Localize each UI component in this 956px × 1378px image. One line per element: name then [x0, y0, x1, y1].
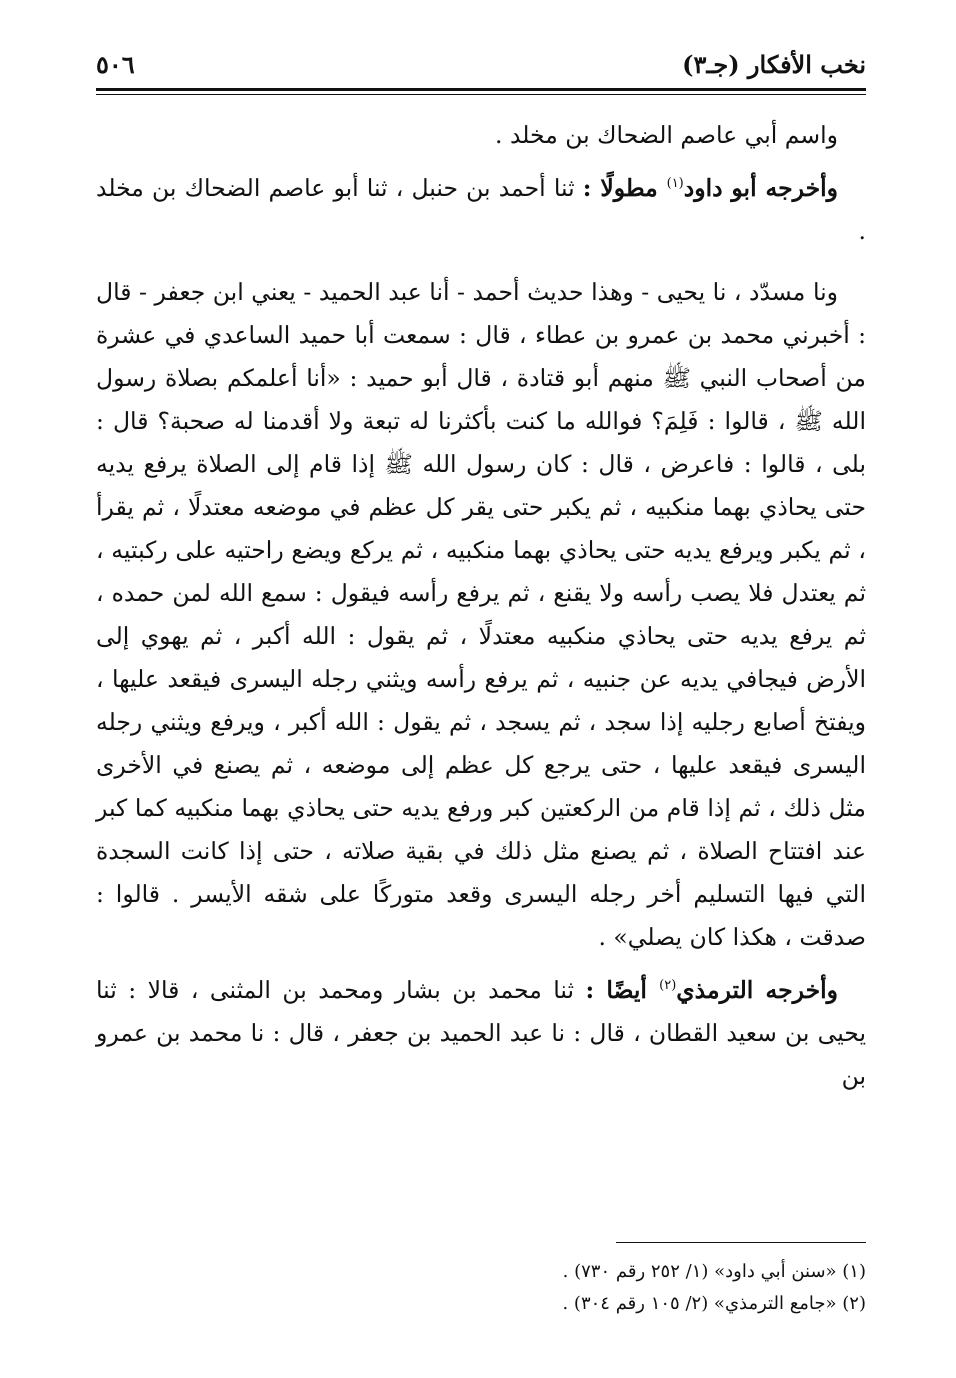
book-page — [96, 40, 866, 1340]
paragraph-lead: وأخرجه الترمذي — [676, 976, 838, 1004]
main-text — [96, 114, 866, 1108]
paragraph — [96, 114, 866, 157]
footnote-rule — [616, 1242, 866, 1243]
header-rule-thin — [96, 94, 866, 95]
footnote: (٢) «جامع الترمذي» (٢/ ١٠٥ رقم ٣٠٤) . — [562, 1293, 866, 1314]
footnote-ref: (٢) — [659, 978, 677, 994]
paragraph-text: واسم أبي عاصم الضحاك بن مخلد . — [495, 121, 838, 149]
paragraph — [96, 969, 866, 1098]
paragraph-text: ثنا أحمد بن حنبل ، ثنا أبو عاصم الضحاك بن مخلد . — [96, 174, 866, 245]
header-rule — [96, 88, 866, 91]
paragraph-text: ونا مسدّد ، نا يحيى - وهذا حديث أحمد - أنا عبد الحميد - يعني ابن جعفر - قال : أخبرني محمد بن عمرو بن عطاء ، قال : سمعت أبا حميد الساعدي في عشرة من أصحاب النبي ﷺ منهم أبو قتادة ، قال أبو حميد : «أنا أعلمكم بصلاة رسول الله ﷺ ، قالوا : فَلِمَ؟ فوالله ما كنت بأكثرنا له تبعة ولا أقدمنا له صحبة؟ قال : بلى ، قالوا : فاعرض ، قال : كان رسول الله ﷺ إذا قام إلى الصلاة يرفع يديه حتى يحاذي بهما منكبيه ، ثم يكبر حتى يقر كل عظم في موضعه معتدلًا ، ثم يقرأ ، ثم يكبر ويرفع يديه حتى يحاذي بهما منكبيه ، ثم يركع ويضع راحتيه على ركبتيه ، ثم يعتدل فلا يصب رأسه ولا يقنع ، ثم يرفع رأسه فيقول : سمع الله لمن حمده ، ثم يرفع يديه حتى يحاذي منكبيه معتدلًا ، ثم يقول : الله أكبر ، ثم يهوي إلى الأرض فيجافي يديه عن جنبيه ، ثم يرفع رأسه ويثني رجله اليسرى فيقعد عليها ، ويفتخ أصابع رجليه إذا سجد ، ثم يسجد ، ثم يقول : الله أكبر ، ويرفع ويثني رجله اليسرى فيقعد عليها ، حتى يرجع كل عظم إلى موضعه ، ثم يصنع في الأخرى مثل ذلك ، ثم إذا قام من الركعتين كبر ورفع يديه حتى يحاذي بهما منكبيه كما كبر عند افتتاح الصلاة ، ثم يصنع مثل ذلك في بقية صلاته ، حتى إذا كانت السجدة التي فيها التسليم أخر رجله اليسرى وقعد متوركًا على شقه الأيسر . قالوا : صدقت ، هكذا كان يصلي» . — [96, 278, 866, 951]
paragraph-lead: وأخرجه أبو داود — [683, 174, 838, 202]
running-header — [96, 40, 866, 84]
paragraph-lead-2: أيضًا : — [585, 976, 660, 1004]
footnote: (١) «سنن أبي داود» (١/ ٢٥٢ رقم ٧٣٠) . — [562, 1261, 866, 1282]
header-title: نخب الأفكار (جـ٣) — [682, 50, 866, 79]
paragraph-lead-2: مطولًا : — [582, 174, 667, 202]
page-number: ٥٠٦ — [96, 50, 135, 79]
paragraph-text: ثنا محمد بن بشار ومحمد بن المثنى ، قالا : ثنا يحيى بن سعيد القطان ، قال : نا عبد الحميد بن جعفر ، قال : نا محمد بن عمرو بن — [96, 976, 866, 1090]
footnote-ref: (١) — [666, 176, 684, 192]
paragraph — [96, 271, 866, 959]
footnotes — [96, 1256, 866, 1320]
paragraph — [96, 167, 866, 253]
